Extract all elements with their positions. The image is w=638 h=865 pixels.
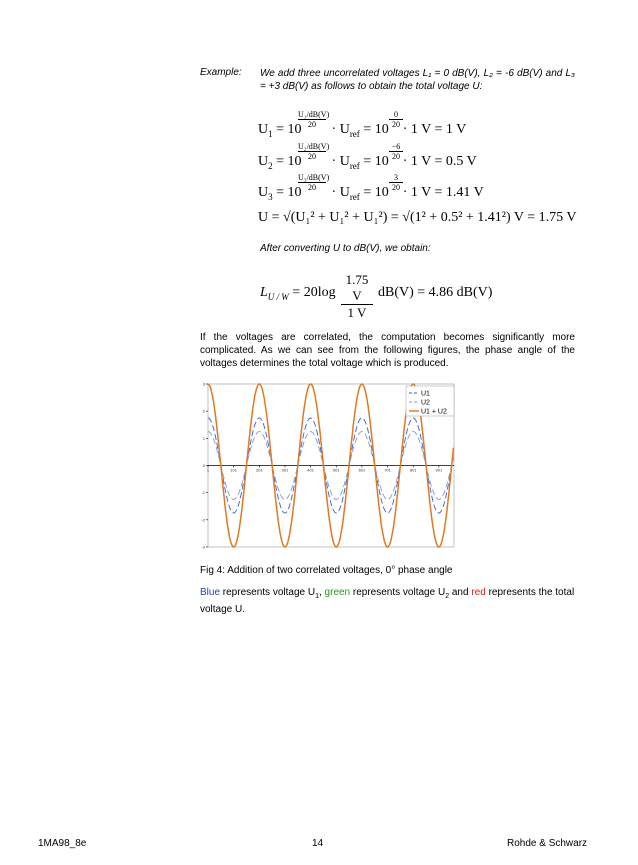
equation-u-total: U = √(U₁² + U₁² + U₁²) = √(1² + 0.5² + 1.41²) V = 1.75 V: [258, 210, 577, 225]
equation-u2-exponent: $\frac{\text{U₂/dB(V)}}{20}$: [298, 142, 330, 161]
equation-u1: $U_1 = 10 \cdot U_{ref} = 10 \cdot 1$ V = 1 V: [258, 122, 467, 139]
x-tick-label: 401: [307, 467, 314, 473]
x-tick-label: 601: [358, 467, 366, 473]
x-tick-label: 801: [409, 467, 417, 473]
equation-u3: $U_3 = 10 \cdot U_{ref} = 10 \cdot 1$ V = 1.41 V: [258, 185, 484, 202]
legend-label: U2: [421, 399, 430, 407]
body-paragraph: If the voltages are correlated, the computation becomes significantly more complicated. As we can see from the following figures, the phase angle of the voltages determines the total voltage which is produced.: [200, 332, 575, 369]
red-word: red: [471, 587, 486, 598]
y-tick-label: 0: [202, 463, 205, 468]
x-tick-label: 501: [332, 467, 340, 473]
equation-u1-exponent-value: $\frac{0}{20}$: [389, 110, 403, 129]
legend-label: U1: [421, 390, 430, 398]
equation-u2-exponent-value: $\frac{-6}{20}$: [389, 142, 403, 161]
example-label: Example:: [200, 67, 242, 78]
x-tick-label: 701: [384, 467, 391, 473]
equation-level-fraction: 1.75 V 1 V: [341, 272, 373, 321]
color-legend-text: Blue represents voltage $U_1$, green represents voltage $U_2$ and red represents the total voltage U.: [200, 587, 575, 615]
green-word: green: [324, 587, 351, 598]
after-text: After converting U to dB(V), we obtain:: [260, 243, 431, 254]
equation-u3-exponent-value: $\frac{3}{20}$: [389, 173, 403, 192]
legend-label: U1 + U2: [421, 408, 447, 416]
correlated-voltages-chart: [200, 380, 458, 551]
blue-word: Blue: [200, 587, 221, 598]
footer-page-number: 14: [312, 838, 324, 849]
example-text: We add three uncorrelated voltages L₁ = 0 dB(V), L₂ = -6 dB(V) and L₃ = +3 dB(V) as follows to obtain the total voltage U:: [260, 68, 575, 92]
footer-doc-id: 1MA98_8e: [38, 838, 87, 849]
y-tick-label: 2: [202, 408, 205, 414]
equation-level: $L_{U / W} = 20\log$: [260, 285, 336, 302]
equation-u3-exponent: $\frac{\text{U₃/dB(V)}}{20}$: [298, 173, 330, 192]
y-tick-label: 1: [202, 435, 205, 441]
y-tick-label: 3: [202, 381, 205, 387]
chart-svg: [200, 380, 458, 551]
x-tick-label: 201: [255, 467, 263, 473]
equation-level-rhs: dB(V) = 4.86 dB(V): [378, 285, 493, 300]
x-tick-label: 101: [230, 467, 237, 473]
x-tick-label: 301: [281, 467, 289, 473]
y-tick-label: -2: [201, 517, 205, 523]
footer-company: Rohde & Schwarz: [507, 838, 588, 849]
x-tick-label: 1: [206, 467, 210, 473]
figure-caption: Fig 4: Addition of two correlated voltages, 0° phase angle: [200, 565, 453, 576]
x-tick-label: 901: [435, 467, 443, 473]
y-tick-label: -1: [201, 490, 205, 496]
y-tick-label: -3: [201, 544, 205, 550]
equation-u2: $U_2 = 10 \cdot U_{ref} = 10 \cdot 1$ V = 0.5 V: [258, 154, 477, 171]
equation-u1-exponent: $\frac{\text{U₁/dB(V)}}{20}$: [298, 110, 330, 129]
